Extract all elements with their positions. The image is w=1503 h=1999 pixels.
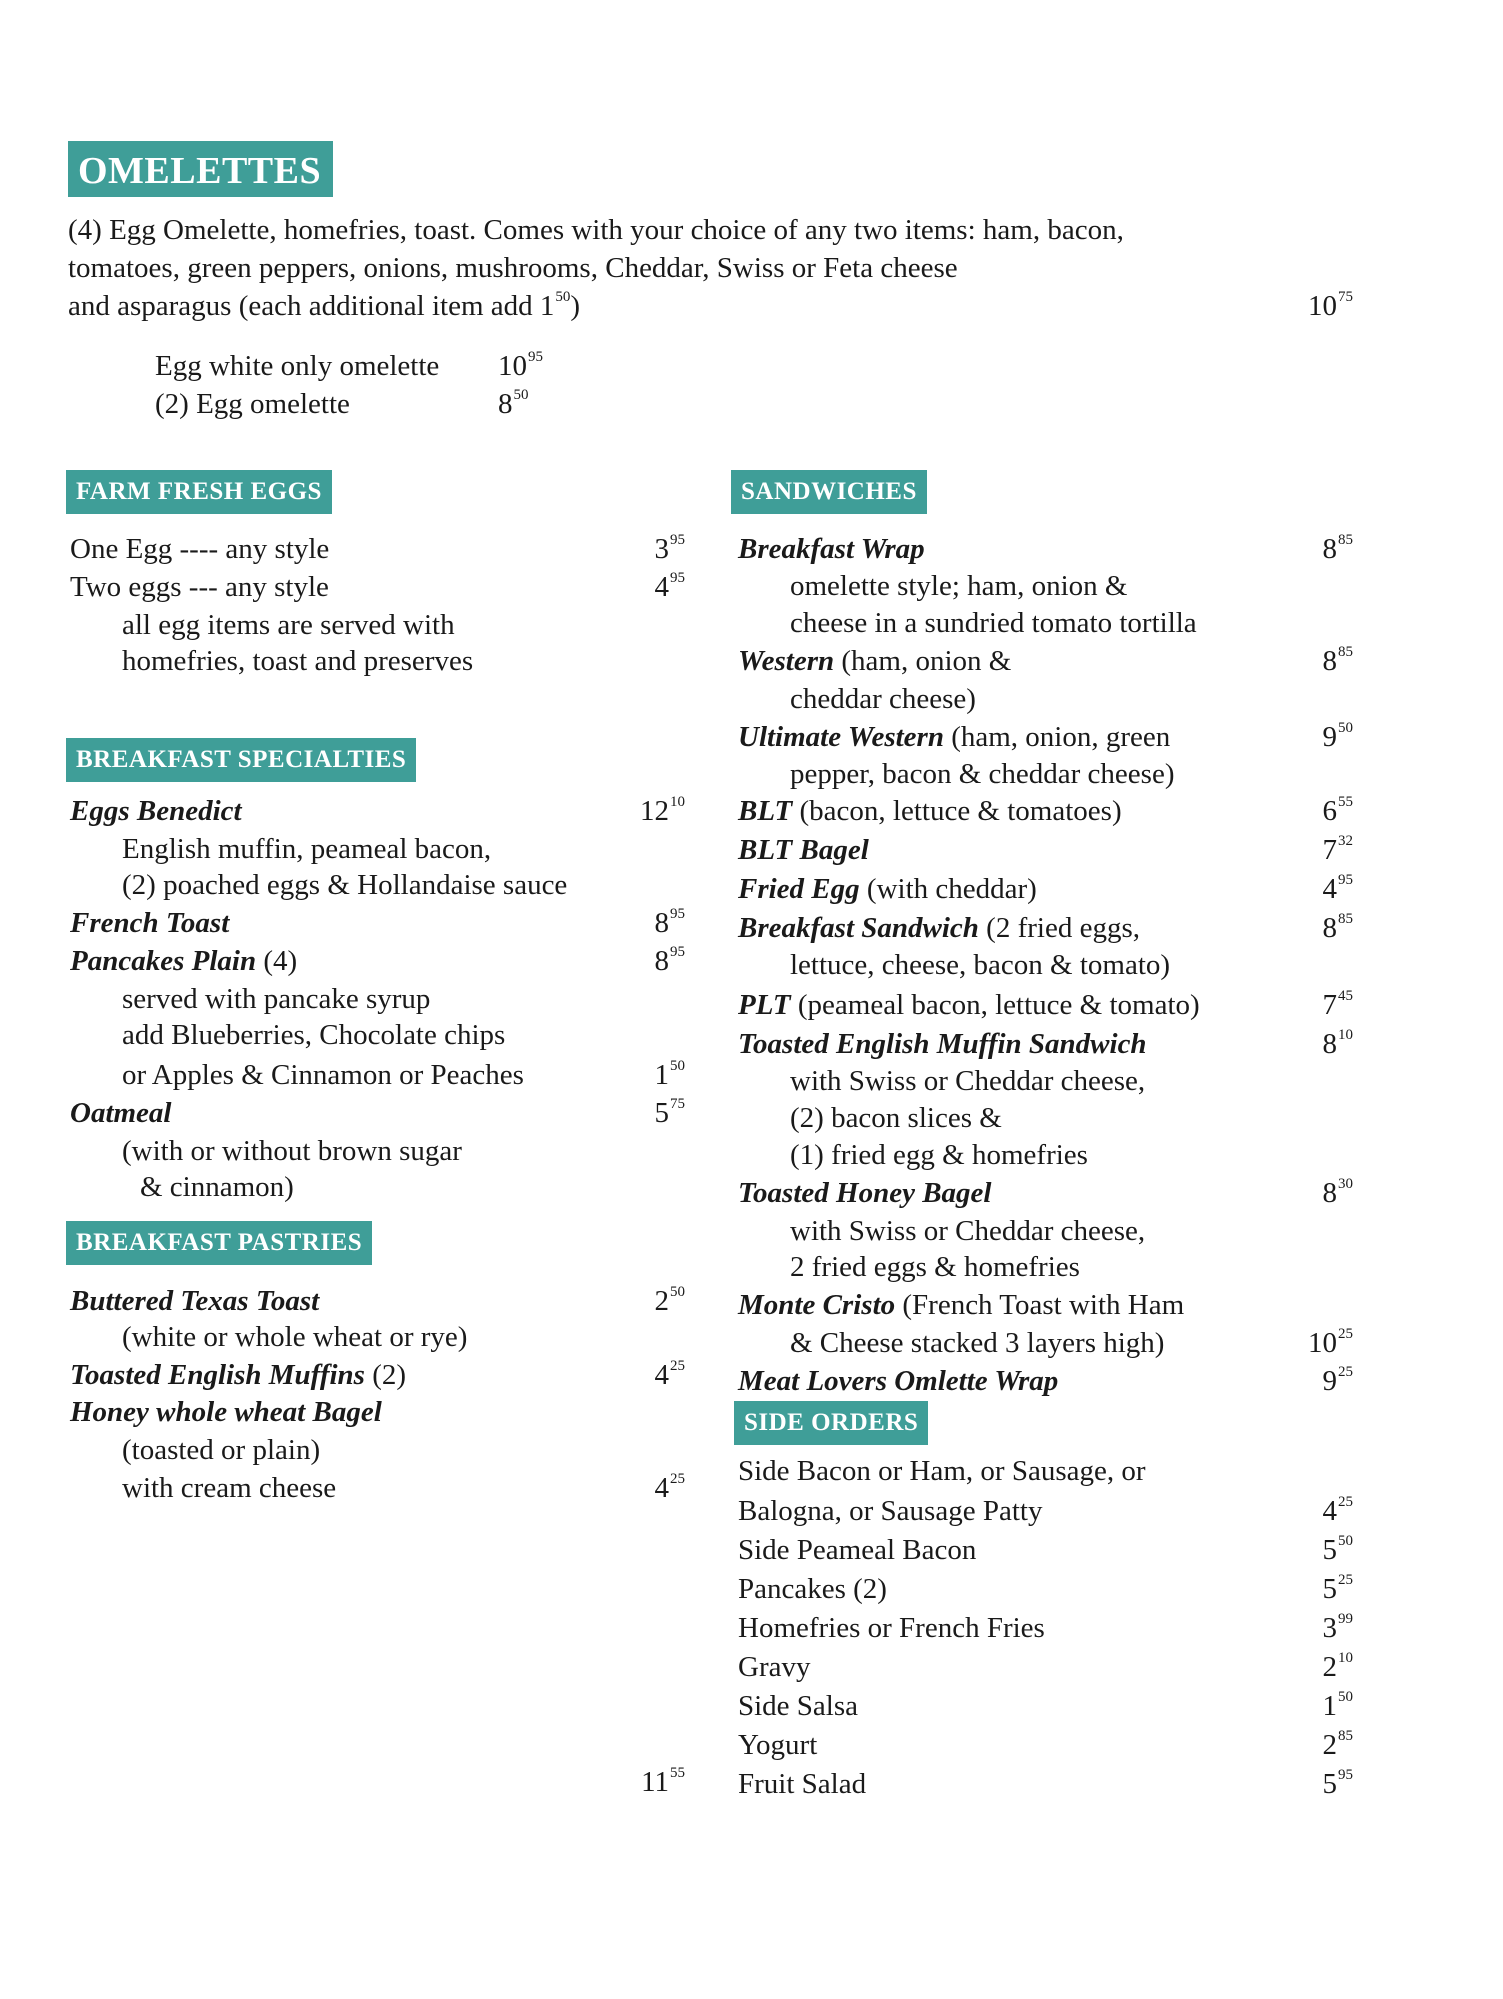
side-item-price: $4^{25}$: [1322, 1494, 1353, 1527]
side-item-name: Yogurt: [738, 1729, 818, 1761]
menu-item-name: Breakfast Sandwich (2 fried eggs,: [738, 912, 1140, 944]
menu-item-name: Eggs Benedict: [70, 795, 242, 827]
menu-item-price: $1^{50}$: [654, 1058, 685, 1091]
menu-item-price: $8^{85}$: [1322, 532, 1353, 565]
menu-item-price: $3^{95}$: [654, 532, 685, 565]
side-item-name: Side Bacon or Ham, or Sausage, or: [738, 1455, 1146, 1487]
omelette-variant-price: $10^{95}$: [498, 349, 543, 382]
side-item-name: Fruit Salad: [738, 1768, 867, 1800]
menu-item-price: $2^{50}$: [654, 1284, 685, 1317]
menu-item-description: add Blueberries, Chocolate chips: [122, 1019, 506, 1051]
menu-item-price: $4^{25}$: [654, 1471, 685, 1504]
omelettes-price: $10^{75}$: [1308, 289, 1353, 322]
menu-item-description: (2) bacon slices &: [790, 1102, 1002, 1134]
menu-item-name: Toasted English Muffins (2): [70, 1359, 407, 1391]
menu-item-name: Monte Cristo (French Toast with Ham: [738, 1289, 1185, 1321]
menu-item-name: Pancakes Plain (4): [70, 945, 298, 977]
omelette-variant-name: Egg white only omelette: [155, 350, 440, 382]
menu-item-description: omelette style; ham, onion &: [790, 570, 1128, 602]
side-item-name: Pancakes (2): [738, 1573, 887, 1605]
menu-item-description: pepper, bacon & cheddar cheese): [790, 758, 1175, 790]
breakfast-pastries-header: BREAKFAST PASTRIES: [66, 1221, 372, 1265]
side-item-price: $2^{10}$: [1322, 1650, 1353, 1683]
menu-item-price: $10^{25}$: [1308, 1326, 1353, 1359]
stray-price: $11^{55}$: [641, 1765, 685, 1798]
menu-item-name: Toasted Honey Bagel: [738, 1177, 992, 1209]
menu-item-name: Meat Lovers Omlette Wrap: [738, 1365, 1059, 1397]
menu-item-description: (with or without brown sugar: [122, 1135, 462, 1167]
side-item-name: Side Salsa: [738, 1690, 859, 1722]
menu-item-price: $5^{75}$: [654, 1096, 685, 1129]
menu-item-description: cheese in a sundried tomato tortilla: [790, 607, 1197, 639]
menu-item-name: BLT (bacon, lettuce & tomatoes): [738, 795, 1122, 827]
side-item-name: Gravy: [738, 1651, 811, 1683]
menu-item-name: Buttered Texas Toast: [70, 1285, 320, 1317]
omelette-variant-name: (2) Egg omelette: [155, 388, 350, 420]
menu-item-description: cheddar cheese): [790, 683, 976, 715]
menu-item-price: $8^{85}$: [1322, 911, 1353, 944]
menu-item-price: $7^{32}$: [1322, 833, 1353, 866]
menu-item-name: Western (ham, onion &: [738, 645, 1012, 677]
menu-item-name: Two eggs --- any style: [70, 571, 329, 603]
menu-item-description: (white or whole wheat or rye): [122, 1321, 468, 1353]
menu-item-price: $8^{95}$: [654, 944, 685, 977]
menu-item-price: $8^{30}$: [1322, 1176, 1353, 1209]
menu-item-description: served with pancake syrup: [122, 983, 431, 1015]
menu-item-description: with Swiss or Cheddar cheese,: [790, 1065, 1146, 1097]
menu-item-price: $4^{95}$: [1322, 872, 1353, 905]
menu-item-price: $9^{50}$: [1322, 720, 1353, 753]
omelettes-description-line-1: (4) Egg Omelette, homefries, toast. Comes with your choice of any two items: ham, bacon,: [68, 214, 1124, 246]
menu-item-description: or Apples & Cinnamon or Peaches: [122, 1059, 524, 1091]
side-item-price: $5^{95}$: [1322, 1767, 1353, 1800]
menu-item-description: (2) poached eggs & Hollandaise sauce: [122, 869, 568, 901]
menu-item-price: $9^{25}$: [1322, 1364, 1353, 1397]
menu-item-name: BLT Bagel: [738, 834, 869, 866]
menu-item-description: English muffin, peameal bacon,: [122, 833, 492, 865]
menu-item-price: $8^{95}$: [654, 906, 685, 939]
side-item-price: $2^{85}$: [1322, 1728, 1353, 1761]
menu-item-price: $12^{10}$: [640, 794, 685, 827]
breakfast-specialties-header: BREAKFAST SPECIALTIES: [66, 738, 416, 782]
menu-item-description: with Swiss or Cheddar cheese,: [790, 1215, 1146, 1247]
menu-item-price: $8^{10}$: [1322, 1027, 1353, 1060]
side-item-price: $3^{99}$: [1322, 1611, 1353, 1644]
menu-item-name: Honey whole wheat Bagel: [70, 1396, 382, 1428]
omelettes-description-line-2: tomatoes, green peppers, onions, mushrooms, Cheddar, Swiss or Feta cheese: [68, 252, 958, 284]
menu-item-description: (toasted or plain): [122, 1434, 321, 1466]
menu-item-description: & cinnamon): [140, 1171, 294, 1203]
menu-item-name: Toasted English Muffin Sandwich: [738, 1028, 1147, 1060]
menu-item-description: 2 fried eggs & homefries: [790, 1251, 1080, 1283]
menu-item-name: PLT (peameal bacon, lettuce & tomato): [738, 989, 1200, 1021]
menu-item-price: $4^{25}$: [654, 1358, 685, 1391]
menu-note: homefries, toast and preserves: [122, 645, 474, 677]
side-item-price: $5^{50}$: [1322, 1533, 1353, 1566]
menu-item-name: Oatmeal: [70, 1097, 172, 1129]
side-item-name: Homefries or French Fries: [738, 1612, 1045, 1644]
menu-item-name: Breakfast Wrap: [738, 533, 925, 565]
menu-item-price: $6^{55}$: [1322, 794, 1353, 827]
menu-item-description: lettuce, cheese, bacon & tomato): [790, 949, 1171, 981]
menu-item-description: (1) fried egg & homefries: [790, 1139, 1088, 1171]
menu-item-name: One Egg ---- any style: [70, 533, 330, 565]
menu-item-name: French Toast: [70, 907, 230, 939]
side-item-name: Balogna, or Sausage Patty: [738, 1495, 1043, 1527]
side-orders-header: SIDE ORDERS: [734, 1401, 928, 1445]
farm-fresh-eggs-header: FARM FRESH EGGS: [66, 470, 332, 514]
omelettes-header: OMELETTES: [68, 141, 333, 197]
menu-note: all egg items are served with: [122, 609, 455, 641]
menu-item-name: Ultimate Western (ham, onion, green: [738, 721, 1171, 753]
sandwiches-header: SANDWICHES: [731, 470, 927, 514]
omelettes-description-line-3: and asparagus (each additional item add $1^{50}$): [68, 289, 581, 322]
menu-item-name: Fried Egg (with cheddar): [738, 873, 1037, 905]
menu-item-price: $7^{45}$: [1322, 988, 1353, 1021]
omelette-variant-price: $8^{50}$: [498, 387, 529, 420]
side-item-price: $1^{50}$: [1322, 1689, 1353, 1722]
side-item-price: $5^{25}$: [1322, 1572, 1353, 1605]
menu-item-price: $4^{95}$: [654, 570, 685, 603]
side-item-name: Side Peameal Bacon: [738, 1534, 977, 1566]
menu-item-description: with cream cheese: [122, 1472, 337, 1504]
menu-item-description: & Cheese stacked 3 layers high): [790, 1327, 1165, 1359]
menu-item-price: $8^{85}$: [1322, 644, 1353, 677]
